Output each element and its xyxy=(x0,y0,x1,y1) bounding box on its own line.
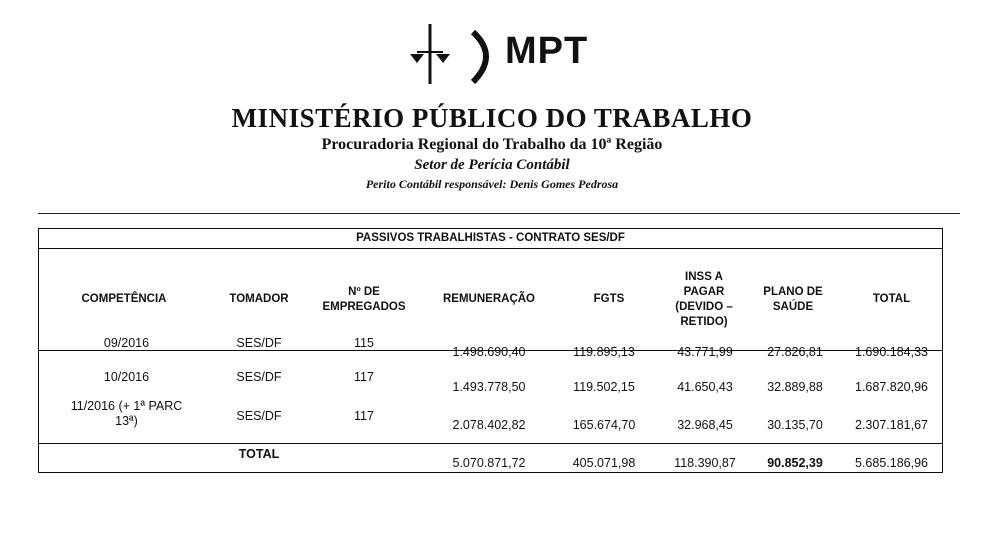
cell-inss: 32.968,45 xyxy=(677,418,733,432)
cell-inss: 43.771,99 xyxy=(677,345,733,359)
cell-inss: 41.650,43 xyxy=(677,380,733,394)
col-header-total: TOTAL xyxy=(872,293,911,305)
cell-total: 2.307.181,67 xyxy=(855,418,928,432)
cell-total: 1.687.820,96 xyxy=(855,380,928,394)
liabilities-table xyxy=(38,228,943,473)
col-header-remuneracao: REMUNERAÇÃO xyxy=(443,293,535,305)
col-header-fgts: FGTS xyxy=(593,293,625,305)
total-total: 5.685.186,96 xyxy=(855,456,928,470)
cell-tomador: SES/DF xyxy=(236,336,282,350)
total-divider xyxy=(39,443,942,444)
cell-empregados: 115 xyxy=(354,336,374,350)
sector-name: Setor de Perícia Contábil xyxy=(414,157,570,173)
total-plano-saude: 90.852,39 xyxy=(767,456,823,470)
col-header-inss: INSS A PAGAR (DEVIDO – RETIDO) xyxy=(675,270,733,328)
responsible-expert: Perito Contábil responsável: Denis Gomes Pedrosa xyxy=(365,177,619,191)
cell-plano-saude: 32.889,88 xyxy=(767,380,823,394)
cell-tomador: SES/DF xyxy=(236,370,282,384)
cell-tomador: SES/DF xyxy=(236,409,282,423)
org-name: MINISTÉRIO PÚBLICO DO TRABALHO xyxy=(231,103,753,133)
col-header-empregados: Nº DE EMPREGADOS xyxy=(322,285,406,313)
regional-office: Procuradoria Regional do Trabalho da 10ª Região xyxy=(321,136,663,153)
cell-plano-saude: 30.135,70 xyxy=(767,418,823,432)
col-header-tomador: TOMADOR xyxy=(229,293,289,305)
cell-empregados: 117 xyxy=(354,409,374,423)
total-fgts: 405.071,98 xyxy=(572,456,636,470)
col-header-plano-saude: PLANO DE SAÚDE xyxy=(763,285,823,313)
cell-remuneracao: 2.078.402,82 xyxy=(452,418,526,432)
cell-empregados: 117 xyxy=(354,370,374,384)
cell-competencia: 11/2016 (+ 1ª PARC 13ª) xyxy=(70,399,183,428)
cell-remuneracao: 1.493.778,50 xyxy=(452,380,526,394)
cell-fgts: 165.674,70 xyxy=(572,418,636,432)
cell-fgts: 119.895,13 xyxy=(573,345,635,359)
header-divider xyxy=(38,213,960,214)
cell-fgts: 119.502,15 xyxy=(573,380,635,394)
total-remuneracao: 5.070.871,72 xyxy=(452,456,526,470)
cell-remuneracao: 1.498.690,40 xyxy=(452,345,526,359)
table-title: PASSIVOS TRABALHISTAS - CONTRATO SES/DF xyxy=(39,229,942,249)
cell-total: 1.690.184,33 xyxy=(855,345,928,359)
cell-competencia: 10/2016 xyxy=(103,370,150,384)
logo-text: MPT xyxy=(505,30,589,72)
cell-plano-saude: 27.826,81 xyxy=(767,345,823,359)
cell-competencia: 09/2016 xyxy=(103,336,150,350)
col-header-competencia: COMPETÊNCIA xyxy=(81,293,167,305)
total-label: TOTAL xyxy=(238,447,280,461)
total-inss: 118.390,87 xyxy=(674,456,736,470)
